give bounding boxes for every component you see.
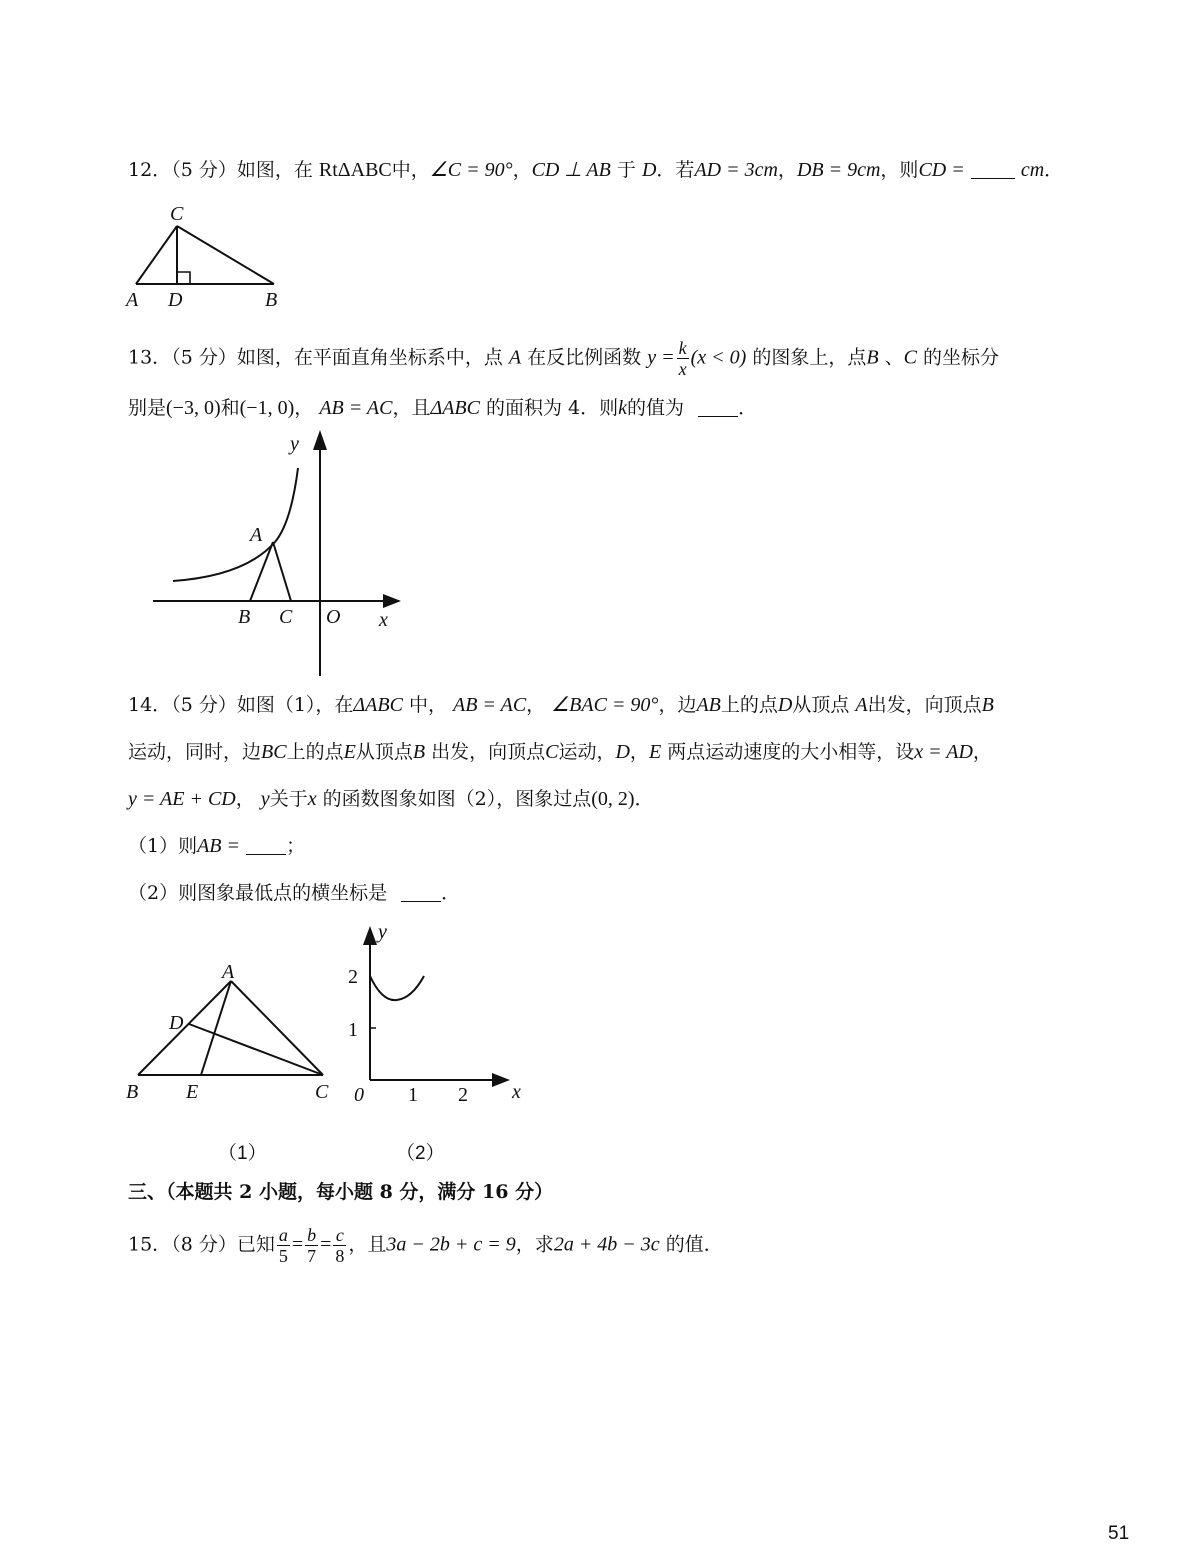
q13-label-y: y xyxy=(290,433,299,455)
q13-coordinate-figure xyxy=(145,428,415,678)
section-3-heading: 三、（本题共 2 小题，每小题 8 分，满分 16 分） xyxy=(128,1181,554,1203)
q12-label-A: A xyxy=(126,289,139,311)
page-number: 51 xyxy=(1108,1523,1130,1544)
q13-answer-blank xyxy=(698,398,738,417)
q13-label-O: O xyxy=(326,606,341,628)
q13-label-A: A xyxy=(250,524,263,546)
q14-text-line2: 运动，同时，边BC上的点E从顶点B 出发，向顶点C运动，D，E 两点运动速度的大小相等，设x = AD， xyxy=(128,741,992,763)
q14-text-line1: 14．（5 分）如图（1），在ΔABC 中， AB = AC， ∠BAC = 90°，边AB上的点D从顶点 A出发，向顶点B xyxy=(128,694,994,716)
q15-fraction-c: $\frac{c}{8}$ xyxy=(335,1225,345,1266)
q14-label-C: C xyxy=(315,1081,329,1103)
q13-label-C: C xyxy=(279,606,293,628)
q14-graph-origin: 0 xyxy=(354,1084,364,1106)
q14-graph-label-y: y xyxy=(378,921,387,943)
q12-text: 12．（5 分）如图，在 RtΔABC中，∠C = 90°，CD ⊥ AB 于 D．若AD = 3cm，DB = 9cm，则CD = cm． xyxy=(128,159,1064,181)
q13-label-B: B xyxy=(238,606,251,628)
q14-label-A: A xyxy=(222,961,235,983)
q14-graph-tick-2: 2 xyxy=(348,966,358,988)
q15-text: 15．（8 分）已知 $\frac{a}{5}$ = $\frac{b}{7}$ = $\frac{c}{8}$ ，且3a − 2b + c = 9，求2a + 4b − 3c 的值． xyxy=(128,1225,723,1266)
q14-fig1-caption: （1） xyxy=(218,1143,267,1164)
q15-fraction-a: $\frac{a}{5}$ xyxy=(278,1225,288,1266)
q14-sub2: （2）则图象最低点的横坐标是 ． xyxy=(128,882,461,904)
q14-text-line3: y = AE + CD， y关于x 的函数图象如图（2），图象过点(0, 2)． xyxy=(128,788,654,810)
q14-function-graph xyxy=(340,920,540,1110)
q14-sub1-answer-blank xyxy=(246,836,286,855)
q13-text-line2: 别是(−3, 0)和(−1, 0)， AB = AC，且ΔABC 的面积为 4．则k的值为 ． xyxy=(128,397,758,419)
q14-label-B: B xyxy=(126,1081,139,1103)
q14-graph-xtick-1: 1 xyxy=(408,1084,418,1106)
q12-label-D: D xyxy=(168,289,183,311)
q14-sub1: （1）则AB = ； xyxy=(128,835,306,857)
q14-graph-label-x: x xyxy=(512,1081,521,1103)
q14-triangle-figure xyxy=(120,955,345,1105)
q14-graph-xtick-2: 2 xyxy=(458,1084,468,1106)
q14-label-D: D xyxy=(169,1012,184,1034)
q14-label-E: E xyxy=(186,1081,199,1103)
q14-fig2-caption: （2） xyxy=(396,1143,445,1164)
q13-text-line1: 13．（5 分）如图，在平面直角坐标系中，点 A 在反比例函数 y = $\frac{k}{x}$ (x < 0) 的图象上，点B 、C 的坐标分 xyxy=(128,338,1000,379)
q13-label-x: x xyxy=(379,609,388,631)
q12-answer-blank xyxy=(971,160,1015,179)
q14-graph-tick-1: 1 xyxy=(348,1019,358,1041)
q12-label-B: B xyxy=(265,289,278,311)
q14-sub2-answer-blank xyxy=(401,883,441,902)
q13-fraction: $\frac{k}{x}$ xyxy=(678,338,687,379)
q15-fraction-b: $\frac{b}{7}$ xyxy=(307,1225,317,1266)
q12-triangle-figure xyxy=(120,200,300,315)
q12-label-C: C xyxy=(170,203,184,225)
